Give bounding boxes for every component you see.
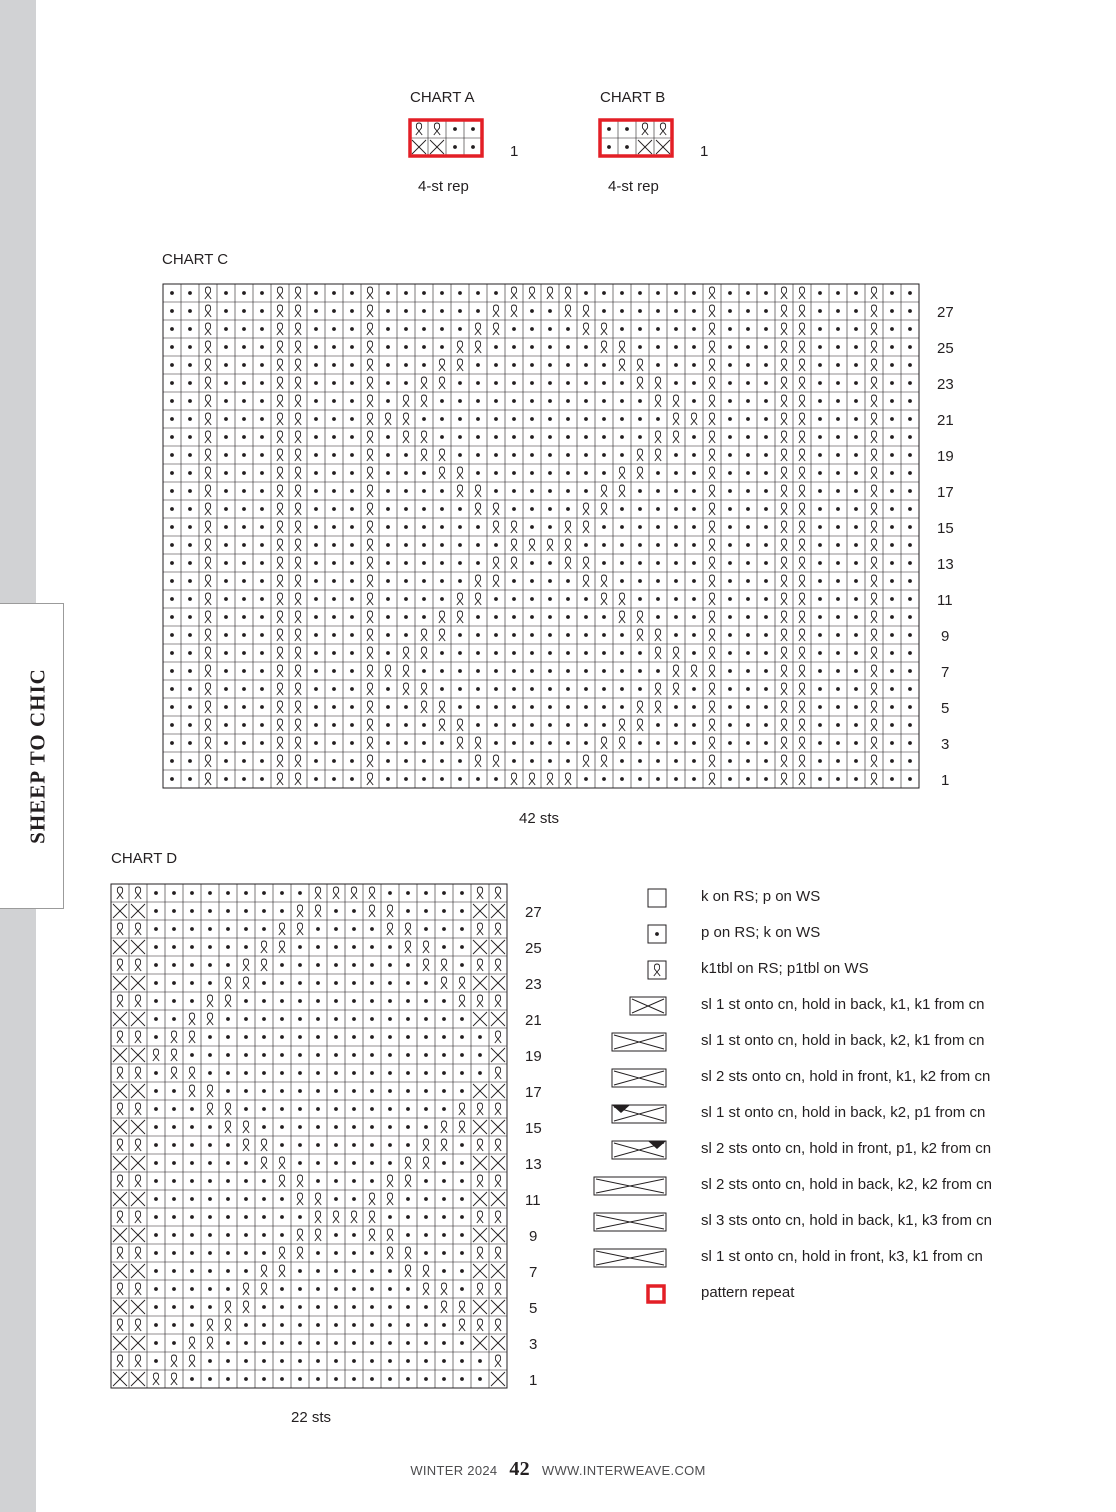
legend-label: sl 2 sts onto cn, hold in back, k2, k2 from cn (701, 1176, 992, 1193)
row-number: 1 (941, 772, 950, 789)
row-number: 1 (529, 1372, 538, 1389)
chart-d-footer: 22 sts (291, 1409, 332, 1426)
row-number: 11 (525, 1192, 541, 1209)
row-number: 11 (937, 592, 953, 609)
legend-item (580, 1207, 1100, 1237)
chart-c-footer: 42 sts (519, 810, 560, 827)
legend-item (580, 1171, 1100, 1201)
legend-symbol-icon (580, 1207, 670, 1237)
legend-label: sl 2 sts onto cn, hold in front, k1, k2 from cn (701, 1068, 991, 1085)
row-number: 27 (525, 904, 542, 921)
legend-label: sl 1 st onto cn, hold in front, k3, k1 from cn (701, 1248, 983, 1265)
legend-symbol-icon (580, 1279, 670, 1309)
row-number: 25 (525, 940, 542, 957)
row-number: 13 (937, 556, 954, 573)
legend-label: k1tbl on RS; p1tbl on WS (701, 960, 869, 977)
row-number: 5 (529, 1300, 538, 1317)
legend-symbol-icon (580, 1135, 670, 1165)
footer-issue: WINTER 2024 (410, 1463, 498, 1478)
legend-symbol-icon (580, 1063, 670, 1093)
legend-item (580, 1063, 1100, 1093)
page-number: 42 (509, 1458, 530, 1480)
legend-label: sl 1 st onto cn, hold in back, k2, k1 from cn (701, 1032, 985, 1049)
row-number: 21 (937, 412, 954, 429)
row-number: 13 (525, 1156, 542, 1173)
legend-label: pattern repeat (701, 1284, 795, 1301)
chart-a-row-label: 1 (510, 143, 519, 160)
legend-symbol-icon (580, 955, 670, 985)
legend-label: sl 1 st onto cn, hold in back, k1, k1 from cn (701, 996, 985, 1013)
row-number: 19 (937, 448, 954, 465)
row-number: 21 (525, 1012, 542, 1029)
legend-label: k on RS; p on WS (701, 888, 821, 905)
chart-d-grid (111, 884, 507, 1388)
legend-label: sl 1 st onto cn, hold in back, k2, p1 from cn (701, 1104, 986, 1121)
legend-item (580, 883, 1100, 913)
chart-b-footer: 4-st rep (608, 178, 659, 195)
row-number: 23 (525, 976, 542, 993)
section-title: SHEEP TO CHIC (25, 668, 50, 844)
chart-b-title: CHART B (600, 89, 666, 106)
chart-a-title: CHART A (410, 89, 475, 106)
chart-a-footer: 4-st rep (418, 178, 469, 195)
row-number: 25 (937, 340, 954, 357)
legend-symbol-icon (580, 883, 670, 913)
chart-c-title: CHART C (162, 251, 229, 268)
row-number: 9 (941, 628, 950, 645)
legend-item (580, 955, 1100, 985)
row-number: 15 (525, 1120, 542, 1137)
legend-label: p on RS; k on WS (701, 924, 821, 941)
chart-b-row-label: 1 (700, 143, 709, 160)
legend-symbol-icon (580, 1099, 670, 1129)
legend-item (580, 991, 1100, 1021)
row-number: 23 (937, 376, 954, 393)
legend-symbol-icon (580, 991, 670, 1021)
row-number: 19 (525, 1048, 542, 1065)
row-number: 3 (941, 736, 950, 753)
legend-item (580, 1027, 1100, 1057)
legend-symbol-icon (580, 919, 670, 949)
legend-label: sl 2 sts onto cn, hold in front, p1, k2 from cn (701, 1140, 992, 1157)
chart-c-grid (163, 284, 919, 788)
row-number: 27 (937, 304, 954, 321)
row-number: 17 (937, 484, 954, 501)
row-number: 7 (529, 1264, 538, 1281)
legend-item (580, 919, 1100, 949)
chart-b-grid (600, 120, 673, 156)
row-number: 9 (529, 1228, 538, 1245)
page-footer (0, 1458, 1116, 1481)
legend-symbol-icon (580, 1171, 670, 1201)
row-number: 7 (941, 664, 950, 681)
chart-d-title: CHART D (111, 850, 178, 867)
row-number: 15 (937, 520, 954, 537)
legend-symbol-icon (580, 1027, 670, 1057)
legend-item (580, 1135, 1100, 1165)
legend-item (580, 1243, 1100, 1273)
legend-item (580, 1099, 1100, 1129)
row-number: 5 (941, 700, 950, 717)
legend-label: sl 3 sts onto cn, hold in back, k1, k3 from cn (701, 1212, 992, 1229)
row-number: 3 (529, 1336, 538, 1353)
chart-a-grid (410, 120, 483, 156)
legend-symbol-icon (580, 1243, 670, 1273)
row-number: 17 (525, 1084, 542, 1101)
legend-item (580, 1279, 1100, 1309)
footer-site: WWW.INTERWEAVE.COM (541, 1463, 706, 1478)
